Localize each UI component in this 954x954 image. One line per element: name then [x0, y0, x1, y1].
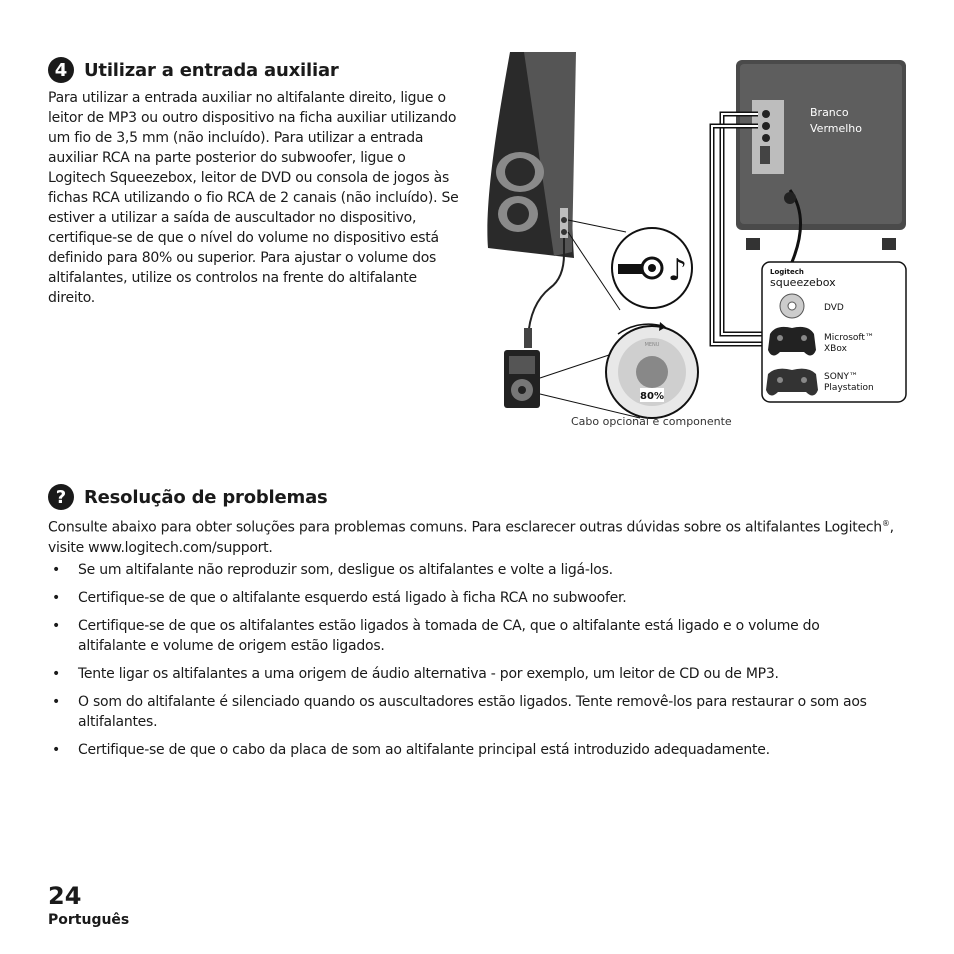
- squeezebox-logo-text: squeezebox: [770, 276, 836, 289]
- subwoofer-illustration: [736, 60, 906, 250]
- list-item: • Certifique-se de que o cabo da placa de som ao altifalante principal está introduzido adequadamente.: [48, 740, 888, 760]
- svg-text:Microsoft™: Microsoft™: [824, 333, 874, 343]
- svg-text:MENU: MENU: [644, 342, 660, 348]
- volume-wheel-zoom: [606, 322, 698, 418]
- troubleshooting-heading: [48, 484, 328, 510]
- question-icon: ?: [48, 484, 74, 510]
- rca-red-label: Vermelho: [810, 122, 863, 135]
- aux-section-title: Utilizar a entrada auxiliar: [84, 59, 339, 81]
- page-number: 24: [48, 882, 82, 910]
- list-item: • Tente ligar os altifalantes a uma origem de áudio alternativa - por exemplo, um leitor de CD ou de MP3.: [48, 664, 888, 684]
- svg-text:Playstation: Playstation: [824, 383, 874, 393]
- page-language: Português: [48, 912, 130, 928]
- diagram-caption: Cabo opcional e componente: [571, 415, 732, 428]
- xbox-controller-icon: [768, 327, 816, 356]
- list-item: • Certifique-se de que os altifalantes estão ligados à tomada de CA, que o altifalante está ligado e o volume do altifalante e volume de origem estão ligados.: [48, 616, 888, 656]
- troubleshooting-title: Resolução de problemas: [84, 486, 328, 508]
- connection-diagram: [480, 48, 920, 438]
- svg-text:DVD: DVD: [824, 303, 844, 313]
- rca-white-label: Branco: [810, 106, 849, 119]
- list-item: • O som do altifalante é silenciado quando os auscultadores estão ligados. Tente removê-los para restaurar o som aos altifalantes.: [48, 692, 888, 732]
- svg-text:SONY™: SONY™: [824, 372, 859, 382]
- headphone-jack-zoom: [568, 220, 692, 310]
- volume-level-label: 80%: [640, 391, 664, 402]
- step-number-badge: 4: [48, 57, 74, 83]
- playstation-controller-icon: [766, 369, 818, 396]
- dvd-disc-icon: [780, 294, 804, 318]
- aux-section-heading: [48, 57, 339, 83]
- svg-text:XBox: XBox: [824, 344, 847, 354]
- logitech-logo-text: Logitech: [770, 268, 804, 276]
- aux-paragraph: Para utilizar a entrada auxiliar no altifalante direito, ligue o leitor de MP3 ou outro dispositivo na ficha auxiliar utilizando um fio de 3,5 mm (não incluído). Para utilizar a entrada auxiliar RCA na parte posterior do subwoofer, ligue o Logitech Squeezebox, leitor de DVD ou consola de jogos às fichas RCA utilizando o fio RCA de 2 canais (não incluído). Se estiver a utilizar a saída de auscultador no dispositivo, certifique-se de que o nível do volume no dispositivo está definido para 80% ou superior. Para ajustar o volume dos altifalantes, utilize os controlos na frente do altifalante direito.: [48, 90, 459, 306]
- mp3-player-icon: [504, 350, 540, 408]
- list-item: • Se um altifalante não reproduzir som, desligue os altifalantes e volte a ligá-los.: [48, 560, 888, 580]
- troubleshooting-intro: Consulte abaixo para obter soluções para problemas comuns. Para esclarecer outras dúvidas sobre os altifalantes Logitech®, visite www.logitech.com/support.: [48, 519, 894, 556]
- svg-text:♪: ♪: [668, 253, 688, 288]
- list-item: • Certifique-se de que o altifalante esquerdo está ligado à ficha RCA no subwoofer.: [48, 588, 888, 608]
- troubleshooting-list: [48, 560, 888, 768]
- right-speaker-illustration: [487, 52, 576, 258]
